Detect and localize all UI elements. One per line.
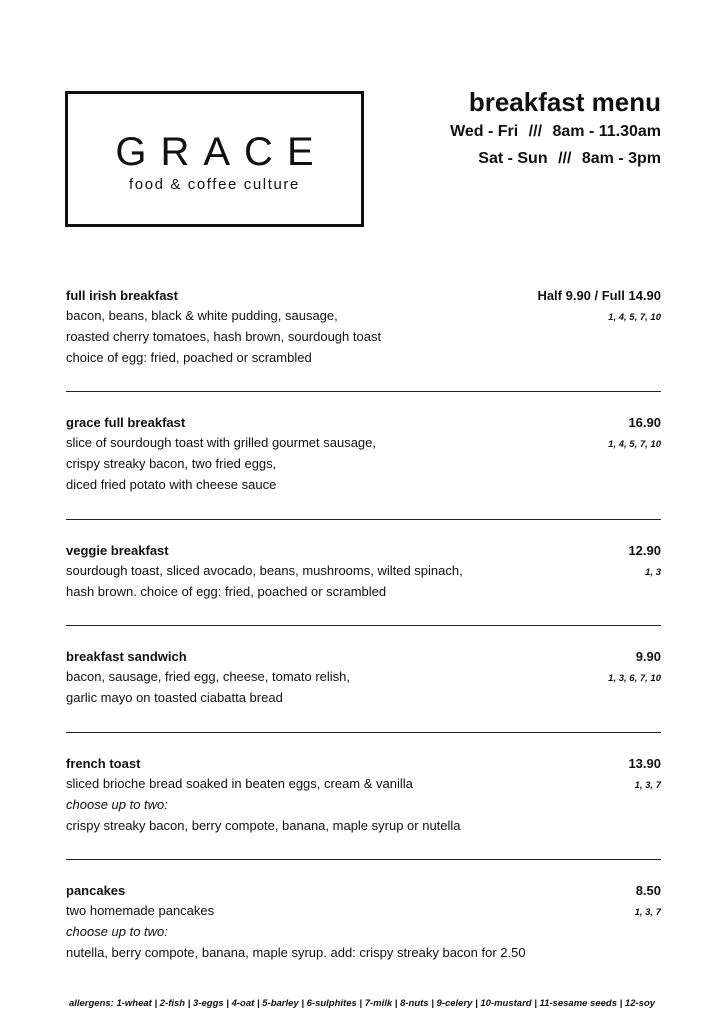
menu-title: breakfast menu: [468, 87, 661, 117]
item-options-note: choose up to two:: [66, 924, 168, 940]
item-name: veggie breakfast: [66, 542, 169, 558]
divider: [66, 519, 661, 520]
menu-item: [66, 286, 661, 368]
item-description: garlic mayo on toasted ciabatta bread: [66, 690, 283, 706]
menu-item: [66, 413, 661, 495]
item-description: sourdough toast, sliced avocado, beans, mushrooms, wilted spinach,: [66, 562, 463, 578]
item-allergens: 1, 3: [645, 566, 661, 578]
item-allergens: 1, 3, 7: [634, 779, 661, 791]
item-description: choice of egg: fried, poached or scrambled: [66, 349, 312, 365]
item-allergens: 1, 3, 7: [634, 907, 661, 919]
item-description: slice of sourdough toast with grilled gourmet sausage,: [66, 435, 377, 451]
menu-item: [66, 754, 661, 836]
item-name: grace full breakfast: [66, 415, 186, 431]
item-price: 8.50: [635, 883, 661, 899]
divider: [66, 732, 661, 733]
item-allergens: 1, 3, 6, 7, 10: [608, 673, 661, 685]
item-description: crispy streaky bacon, berry compote, banana, maple syrup or nutella: [66, 817, 461, 833]
item-name: french toast: [66, 755, 141, 771]
item-description: nutella, berry compote, banana, maple syrup. add: crispy streaky bacon for 2.50: [66, 944, 526, 960]
item-price: 9.90: [635, 649, 661, 665]
item-description: sliced brioche bread soaked in beaten eggs, cream & vanilla: [66, 775, 413, 791]
menu-item: [66, 647, 661, 709]
item-allergens: 1, 4, 5, 7, 10: [608, 439, 661, 451]
item-allergens: 1, 4, 5, 7, 10: [608, 312, 661, 323]
item-description: two homemade pancakes: [66, 903, 215, 919]
menu-header: [450, 86, 661, 172]
logo: [65, 91, 364, 227]
item-name: pancakes: [66, 883, 126, 899]
hours-separator: ///: [558, 150, 572, 167]
menu-item: [66, 881, 661, 963]
item-price: 16.90: [628, 415, 661, 431]
hours-separator: ///: [528, 123, 543, 140]
item-description: diced fried potato with cheese sauce: [66, 476, 277, 492]
divider: [66, 859, 661, 860]
item-name: breakfast sandwich: [66, 649, 187, 665]
item-description: roasted cherry tomatoes, hash brown, sourdough toast: [66, 328, 382, 344]
item-price: 12.90: [628, 542, 661, 558]
hours-time: 8am - 3pm: [581, 150, 661, 167]
item-description: hash brown. choice of egg: fried, poached or scrambled: [66, 583, 387, 599]
hours-days: Wed - Fri: [450, 123, 519, 140]
item-description: bacon, sausage, fried egg, cheese, tomato relish,: [66, 669, 351, 685]
menu-list: [66, 286, 661, 964]
item-name: full irish breakfast: [66, 288, 178, 303]
hours-time: 8am - 11.30am: [552, 123, 661, 140]
logo-tagline: food & coffee culture: [129, 176, 300, 193]
item-price: 13.90: [628, 755, 661, 771]
item-description: crispy streaky bacon, two fried eggs,: [66, 456, 277, 472]
hours-weekday: [450, 118, 661, 145]
item-options-note: choose up to two:: [66, 796, 168, 812]
divider: [66, 625, 661, 626]
divider: [66, 391, 661, 392]
logo-name: GRACE: [115, 130, 328, 174]
hours-weekend: [450, 145, 661, 172]
menu-item: [66, 541, 661, 603]
item-price: Half 9.90 / Full 14.90: [537, 288, 661, 303]
hours-days: Sat - Sun: [478, 150, 548, 167]
allergens-legend: allergens: 1-wheat | 2-fish | 3-eggs | 4-oat | 5-barley | 6-sulphites | 7-milk | 8-nuts | 9-celery | 10-mustard | 11-sesame seeds | 12-soy: [68, 998, 656, 1009]
item-description: bacon, beans, black & white pudding, sausage,: [66, 308, 338, 323]
